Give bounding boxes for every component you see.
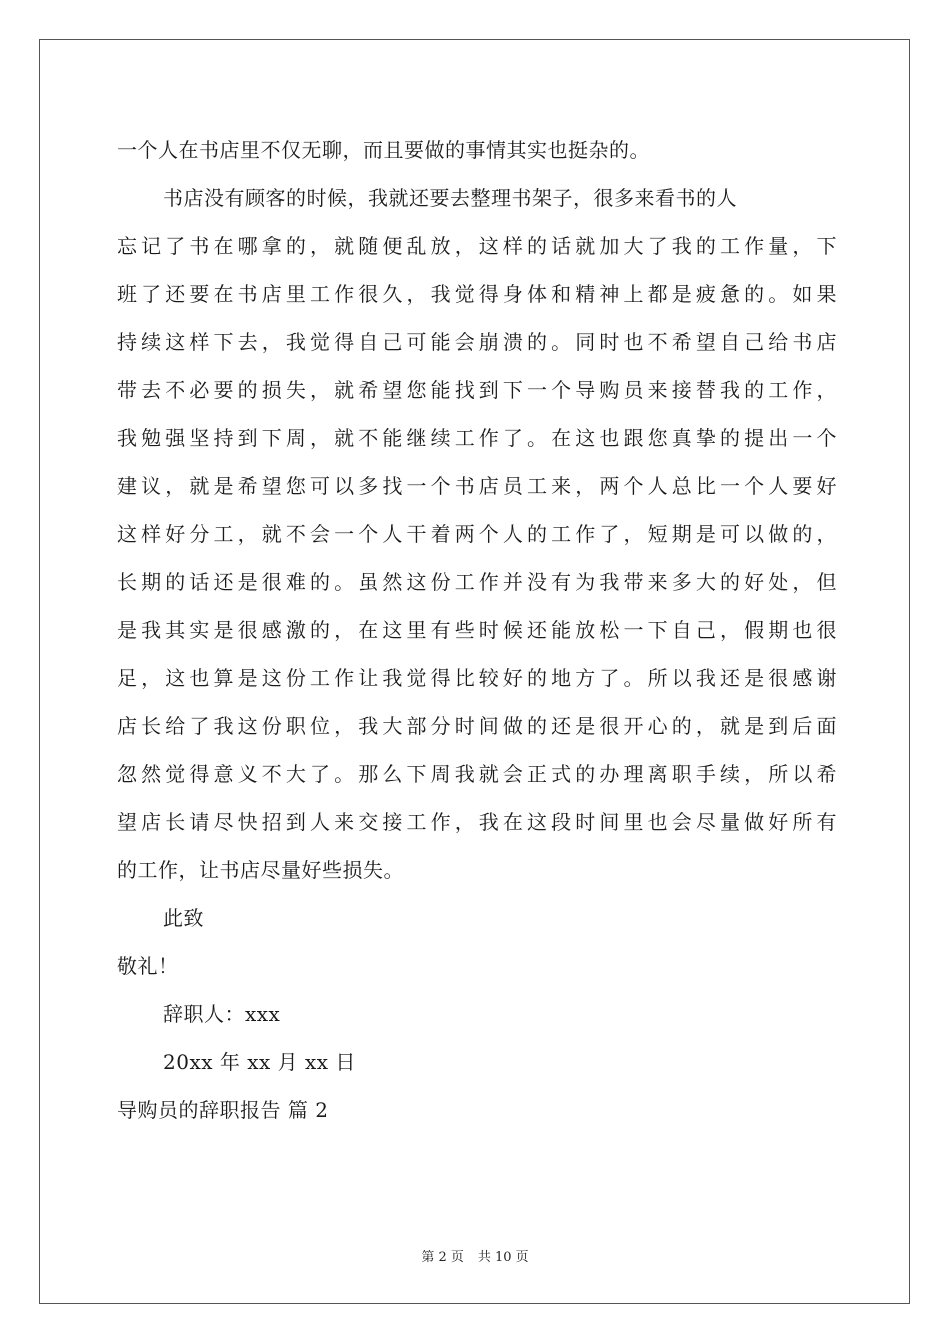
date-line: 20xx 年 xx 月 xx 日 <box>163 1050 356 1074</box>
paragraph-line: 持续这样下去，我觉得自己可能会崩溃的。同时也不希望自己给书店 <box>117 330 837 354</box>
paragraph-line: 一个人在书店里不仅无聊，而且要做的事情其实也挺杂的。 <box>117 138 650 162</box>
page-total: 共 10 页 <box>477 1250 529 1265</box>
paragraph-line: 我勉强坚持到下周，就不能继续工作了。在这也跟您真挚的提出一个 <box>117 426 837 450</box>
paragraph-line: 足，这也算是这份工作让我觉得比较好的地方了。所以我还是很感谢 <box>117 666 837 690</box>
paragraph-line: 忽然觉得意义不大了。那么下周我就会正式的办理离职手续，所以希 <box>117 762 837 786</box>
signature-line: 辞职人：xxx <box>163 1002 281 1026</box>
paragraph-line: 建议，就是希望您可以多找一个书店员工来，两个人总比一个人要好 <box>117 474 837 498</box>
paragraph-line: 长期的话还是很难的。虽然这份工作并没有为我带来多大的好处，但 <box>117 570 837 594</box>
paragraph-line: 班了还要在书店里工作很久，我觉得身体和精神上都是疲惫的。如果 <box>117 282 837 306</box>
paragraph-line: 望店长请尽快招到人来交接工作，我在这段时间里也会尽量做好所有 <box>117 810 837 834</box>
paragraph-line: 的工作，让书店尽量好些损失。 <box>117 858 404 882</box>
paragraph-line: 是我其实是很感激的，在这里有些时候还能放松一下自己，假期也很 <box>117 618 837 642</box>
closing-line: 此致 <box>163 906 204 930</box>
paragraph-line: 忘记了书在哪拿的，就随便乱放，这样的话就加大了我的工作量，下 <box>117 234 837 258</box>
paragraph-line: 这样好分工，就不会一个人干着两个人的工作了，短期是可以做的， <box>117 522 837 546</box>
page-footer <box>0 1246 950 1265</box>
paragraph-line: 带去不必要的损失，就希望您能找到下一个导购员来接替我的工作， <box>117 378 837 402</box>
paragraph-line: 店长给了我这份职位，我大部分时间做的还是很开心的，就是到后面 <box>117 714 837 738</box>
salute-line: 敬礼！ <box>117 954 179 978</box>
section-heading: 导购员的辞职报告 篇 2 <box>117 1098 329 1122</box>
document-body <box>117 126 837 1134</box>
paragraph-line: 书店没有顾客的时候，我就还要去整理书架子，很多来看书的人 <box>163 186 737 210</box>
page-number: 第 2 页 <box>421 1250 464 1265</box>
